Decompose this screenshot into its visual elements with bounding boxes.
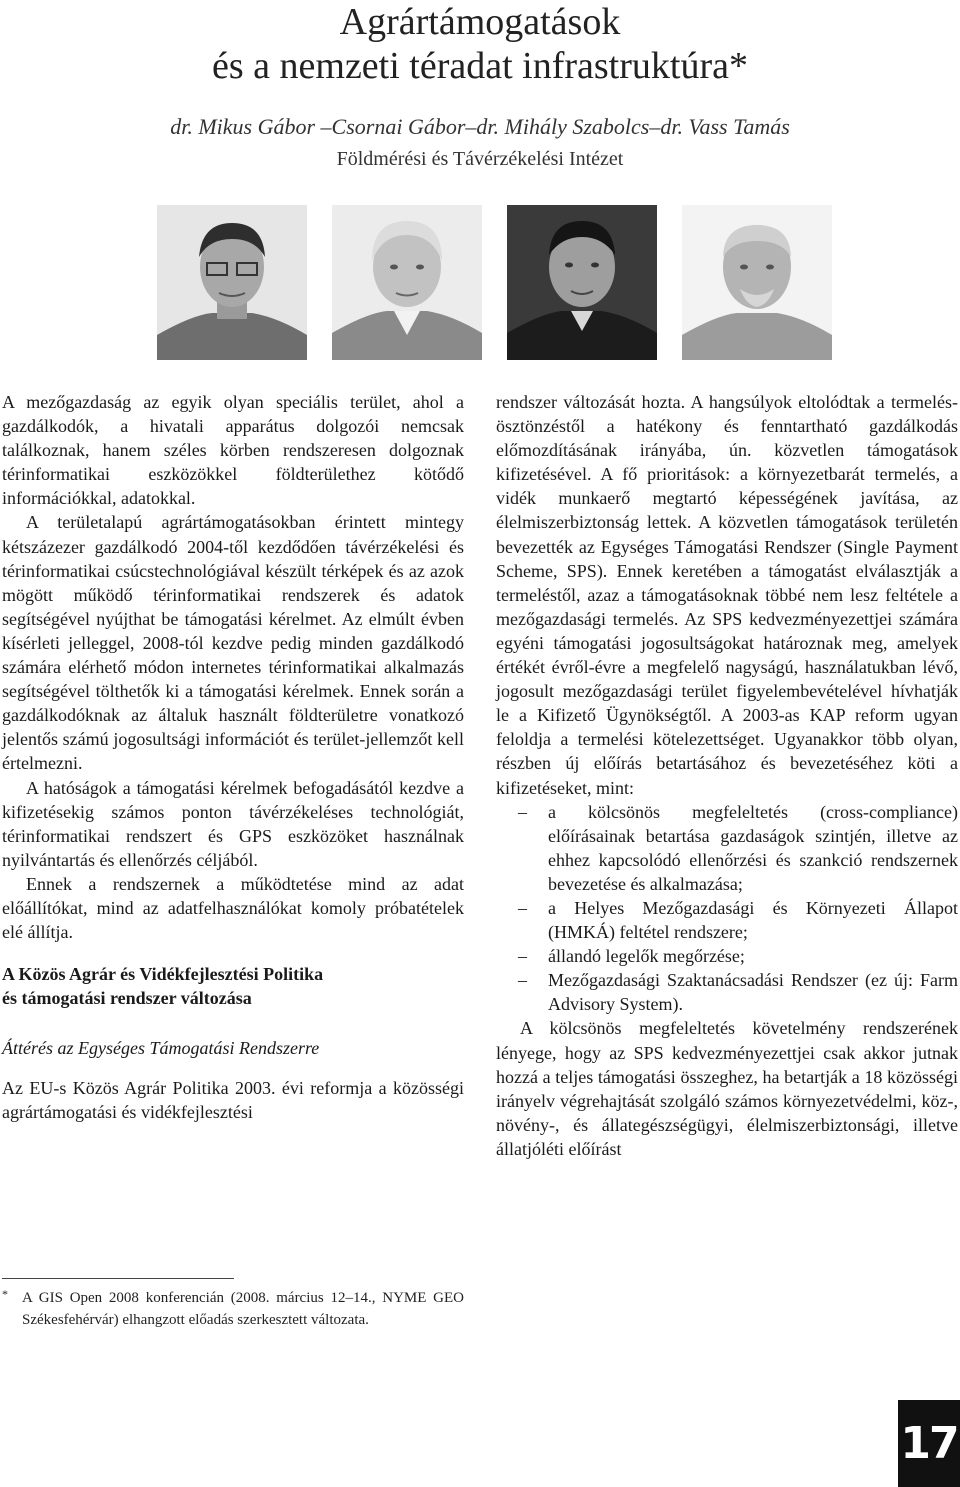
author-photo-3 xyxy=(507,205,657,360)
section-heading-line1: A Közös Agrár és Vidékfejlesztési Politika xyxy=(2,964,324,985)
paragraph: rendszer változását hozta. A hangsúlyok eltolódtak a termelés-ösztönzéstől a hatékony és fenntartható gazdálkodás előmozdításának irányába, ún. közvetlen támogatások kifizetésével. A fő prioritások: a környezetbarát termelés, a vidék munkaerő megtartó képességének javítása, az élelmiszerbiztonság lettek. A közvetlen támogatások területén bevezették az Egységes Támogatási Rendszer (Single Payment Scheme, SPS). Ennek keretében a támogatást elválasztják a termeléstől, azaz a támogatásoknak többé nem lesz feltétele a mezőgazdasági termelés. Az SPS kedvezményezettjei számára egyéni támogatási jogosultságokat határoznak meg, amelyek értékét évről-évre a megfelelő nagyságú, használatukban lévő, jogosult mezőgazdasági terület figyelembevételével hívhatják le a Kifizető Ügynökségtől. A 2003-as KAP reform ugyan feloldja a termelési kötelezettséget. Ugyanakkor több olyan, részben új előírás betartásához és bevezetéséhez köti a kifizetéseket, mint: xyxy=(496,392,958,798)
paragraph: A mezőgazdaság az egyik olyan speciális terület, ahol a gazdálkodók, a hivatali apparátus dolgozói nemcsak találkoznak, hanem széles körben rendszeresen dolgoznak térinformatikai eszközökkel földterülethez kötődő információkkal, adatokkal. xyxy=(2,392,464,509)
subsection-heading: Áttérés az Egységes Támogatási Rendszerre xyxy=(2,1038,320,1059)
section-heading xyxy=(2,962,464,1010)
list-item: – a kölcsönös megfeleltetés (cross-compliance) előírásainak betartása gazdaságok szintjén, illetve az ehhez kapcsolódó ellenőrzési és szankció rendszernek bevezetése és alkalmazása; xyxy=(548,800,958,896)
article-title-line2: és a nemzeti téradat infrastruktúra* xyxy=(212,45,748,87)
authors: dr. Mikus Gábor –Csornai Gábor–dr. Mihály Szabolcs–dr. Vass Tamás xyxy=(170,114,790,139)
section-heading-line2: és támogatási rendszer változása xyxy=(2,988,252,1009)
requirements-list xyxy=(496,800,958,1017)
page-number: 17 xyxy=(898,1400,960,1487)
paragraph: Az EU-s Közös Agrár Politika 2003. évi reformja a közösségi agrártámogatási és vidékfejlesztési xyxy=(2,1078,464,1123)
list-item: – a Helyes Mezőgazdasági és Környezeti Állapot (HMKÁ) feltétel rendszere; xyxy=(548,896,958,944)
paragraph: A területalapú agrártámogatásokban érintett mintegy kétszázezer gazdálkodó 2004-től kezdődően távérzékelési és térinformatikai csúcstechnológiával készült térképek és az azok mögött működő térinformatikai rendszerek és adatok segítségével nyújthat be támogatási kérelmet. Az elmúlt évben kísérleti jelleggel, 2008-tól kezdve pedig minden gazdálkodó számára elérhető módon internetes térinformatikai alkalmazás segítségével tölthetők ki a támogatási kérelmek. Ennek során a gazdálkodóknak az általuk használt földterületre vonatkozó jelentős számú jogosultsági információt és terület-jellemzőt kell értelmezni. xyxy=(2,512,464,774)
institute: Földmérési és Távérzékelési Intézet xyxy=(336,148,624,170)
article-title-line1: Agrártámogatások xyxy=(339,1,621,43)
footnote-divider xyxy=(2,1278,234,1279)
footnote-mark: * xyxy=(2,1287,8,1301)
author-photo-2 xyxy=(332,205,482,360)
paragraph: A kölcsönös megfeleltetés követelmény rendszerének lényege, hogy az SPS kedvezményezettjei csak akkor jutnak hozzá a teljes támogatási összeghez, ha betartják a 18 közösségi irányelv végrehajtását szolgáló számos környezetvédelmi, köz-, növény-, és állategészségügyi, élelmiszerbiztonsági, illetve állatjóléti előírást xyxy=(496,1018,958,1159)
list-item: – Mezőgazdasági Szaktanácsadási Rendszer (ez új: Farm Advisory System). xyxy=(548,968,958,1016)
right-column xyxy=(496,390,958,1161)
author-photo-4 xyxy=(682,205,832,360)
left-column xyxy=(2,390,464,1124)
footnote-text: A GIS Open 2008 konferencián (2008. március 12–14., NYME GEO Székesfehérvár) elhangzott előadás szerkesztett változata. xyxy=(22,1290,464,1328)
list-item: – állandó legelők megőrzése; xyxy=(548,944,958,968)
footnote xyxy=(2,1287,464,1331)
paragraph: A hatóságok a támogatási kérelmek befogadásától kezdve a kifizetésekig számos ponton távérzékeléses technológiát, térinformatikai rendszert és GPS eszközöket használnak nyilvántartás és ellenőrzés céljából. xyxy=(2,777,464,870)
paragraph: Ennek a rendszernek a működtetése mind az adat előállítókat, mind az adatfelhasználókat komoly próbatételek elé állítja. xyxy=(2,873,464,943)
author-photo-1 xyxy=(157,205,307,360)
